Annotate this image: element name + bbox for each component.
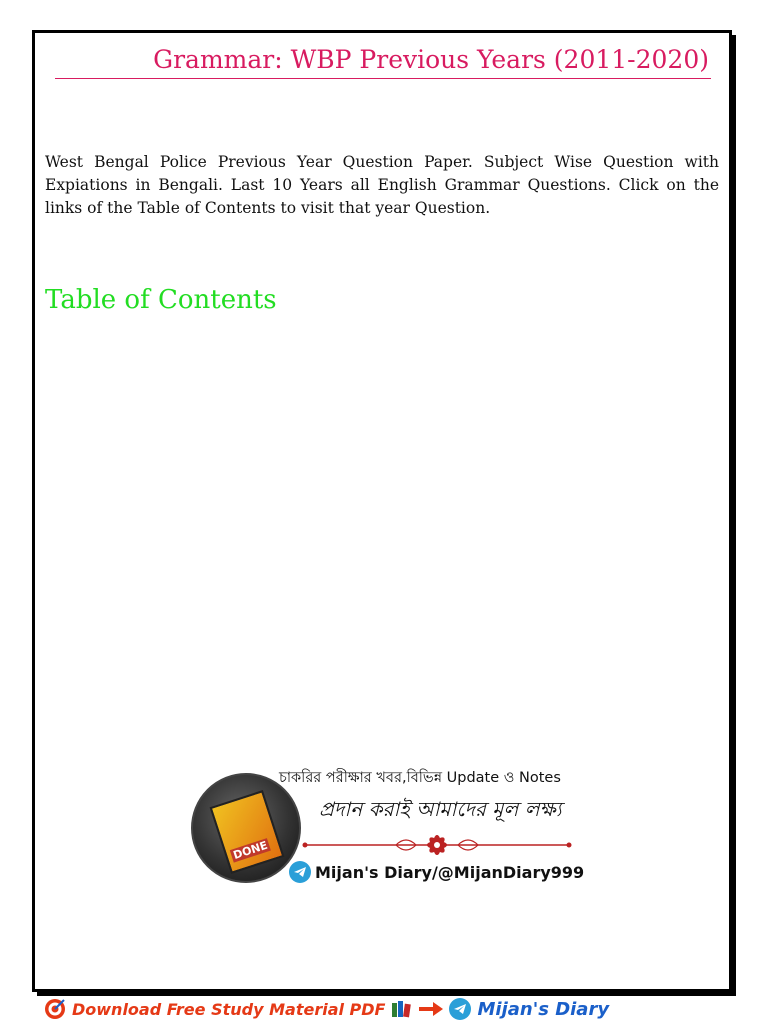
target-icon xyxy=(44,998,66,1020)
page-title: Grammar: WBP Previous Years (2011-2020) xyxy=(55,45,711,79)
promo-handle-row[interactable] xyxy=(289,861,584,883)
ornament-divider-icon xyxy=(301,831,573,859)
books-icon xyxy=(391,1000,413,1018)
footer-banner[interactable] xyxy=(44,996,609,1022)
footer-brand-link[interactable]: Mijan's Diary xyxy=(477,998,610,1020)
promo-subtagline: প্রদান করাই আমাদের মূল লক্ষ্য xyxy=(319,797,562,821)
promo-handle: Mijan's Diary/@MijanDiary999 xyxy=(315,862,585,882)
promo-tagline: চাকরির পরীক্ষার খবর,বিভিন্ন Update ও Notes xyxy=(279,770,561,786)
book-cover-image xyxy=(210,790,285,874)
intro-paragraph: West Bengal Police Previous Year Question Paper. Subject Wise Question with Expiations in Bengali. Last 10 Years all English Grammar Questions. Click on the links of the Table of Contents to visit that year Question. xyxy=(45,153,719,217)
footer-download-text: Download Free Study Material PDF xyxy=(72,999,386,1019)
arrow-right-icon xyxy=(419,1002,443,1016)
telegram-icon xyxy=(449,998,471,1020)
telegram-icon xyxy=(289,861,311,883)
toc-heading: Table of Contents xyxy=(45,285,277,315)
promo-block xyxy=(191,763,585,893)
avatar-badge: DONE xyxy=(231,838,270,862)
page-frame xyxy=(32,30,732,992)
